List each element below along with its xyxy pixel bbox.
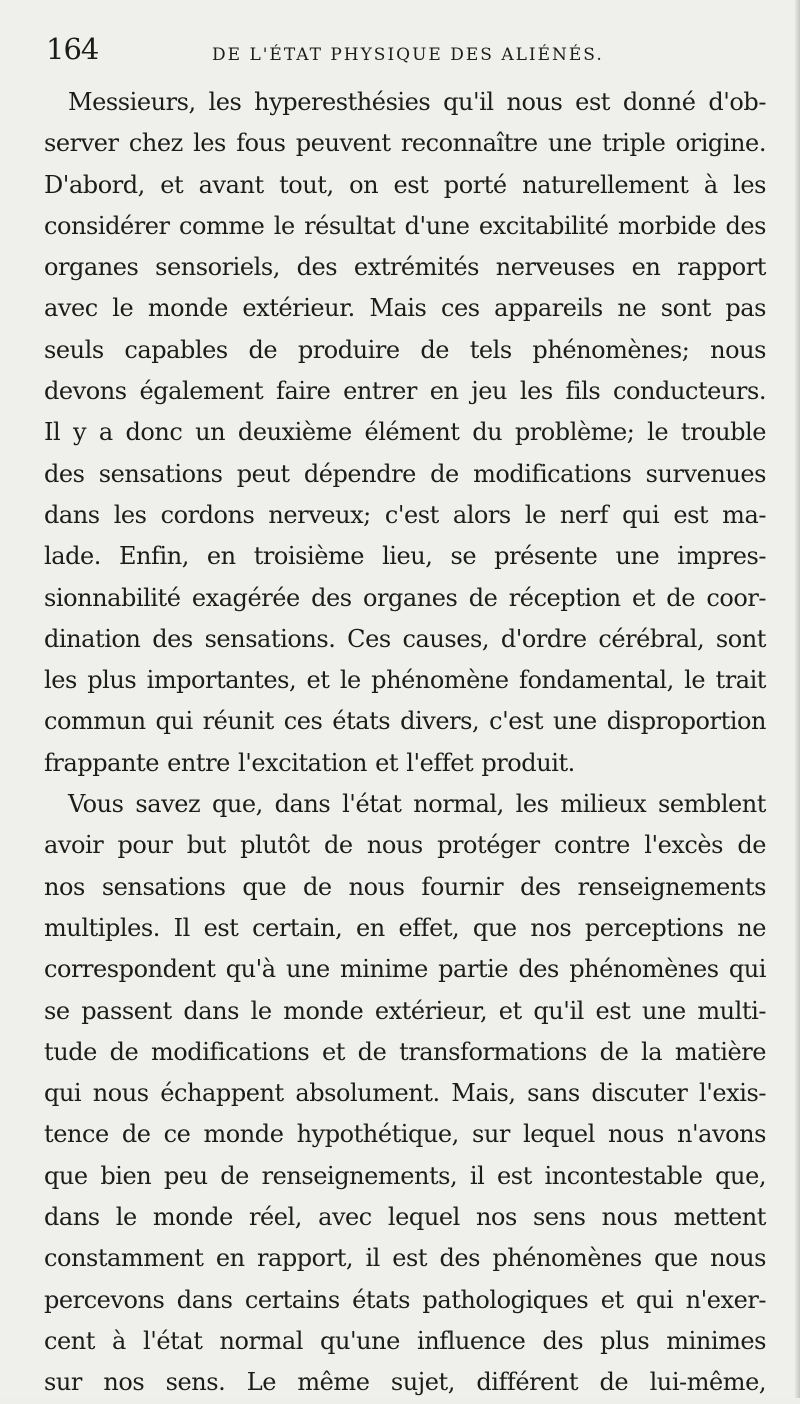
- text-line: server chez les fous peuvent reconnaître une triple origine.: [44, 129, 766, 158]
- text-line: sionnabilité exagérée des organes de réception et de coor-: [44, 583, 766, 612]
- text-line: cent à l'état normal qu'une influence des plus minimes: [44, 1326, 766, 1355]
- text-line: organes sensoriels, des extrémités nerveuses en rapport: [44, 253, 766, 282]
- text-line: lade. Enfin, en troisième lieu, se présente une impres-: [44, 542, 766, 571]
- text-line: dination des sensations. Ces causes, d'ordre cérébral, sont: [44, 624, 766, 653]
- text-line: dans les cordons nerveux; c'est alors le nerf qui est ma-: [44, 500, 766, 529]
- text-line: nos sensations que de nous fournir des renseignements: [44, 872, 766, 901]
- text-line: que bien peu de renseignements, il est incontestable que,: [44, 1161, 766, 1190]
- text-line: frappante entre l'excitation et l'effet produit.: [44, 748, 575, 777]
- text-line: seuls capables de produire de tels phénomènes; nous: [44, 335, 766, 364]
- text-line: avoir pour but plutôt de nous protéger contre l'excès de: [44, 831, 766, 860]
- text-line: Messieurs, les hyperesthésies qu'il nous est donné d'ob-: [68, 88, 766, 116]
- text-line: devons également faire entrer en jeu les fils conducteurs.: [44, 377, 766, 406]
- text-line: les plus importantes, et le phénomène fondamental, le trait: [44, 666, 766, 695]
- text-line: multiples. Il est certain, en effet, que nos perceptions ne: [44, 913, 766, 942]
- text-line: tence de ce monde hypothétique, sur lequel nous n'avons: [44, 1120, 766, 1149]
- text-line: sur nos sens. Le même sujet, différent de lui-même,: [44, 1368, 766, 1397]
- text-line: constamment en rapport, il est des phénomènes que nous: [44, 1244, 766, 1273]
- body-text: [44, 82, 766, 1404]
- page-number: 164: [46, 32, 99, 66]
- text-line: correspondent qu'à une minime partie des phénomènes qui: [44, 955, 766, 984]
- text-line: tude de modifications et de transformations de la matière: [44, 1037, 766, 1066]
- text-line: se passent dans le monde extérieur, et qu'il est une multi-: [44, 996, 766, 1025]
- text-line: D'abord, et avant tout, on est porté naturellement à les: [44, 170, 766, 199]
- text-line: Il y a donc un deuxième élément du problème; le trouble: [44, 418, 766, 447]
- page-header: [44, 32, 764, 72]
- text-line: percevons dans certains états pathologiques et qui n'exer-: [44, 1285, 766, 1314]
- text-line: avec le monde extérieur. Mais ces appareils ne sont pas: [44, 294, 766, 323]
- text-line: qui nous échappent absolument. Mais, sans discuter l'exis-: [44, 1079, 766, 1108]
- text-line: dans le monde réel, avec lequel nos sens nous mettent: [44, 1203, 766, 1232]
- text-line: commun qui réunit ces états divers, c'est une disproportion: [44, 707, 766, 736]
- running-head: DE L'ÉTAT PHYSIQUE DES ALIÉNÉS.: [212, 45, 604, 65]
- text-line: Vous savez que, dans l'état normal, les milieux semblent: [68, 790, 766, 819]
- text-line: des sensations peut dépendre de modifications survenues: [44, 459, 766, 488]
- text-line: considérer comme le résultat d'une excitabilité morbide des: [44, 211, 766, 240]
- page-edge-shadow: [794, 0, 800, 1398]
